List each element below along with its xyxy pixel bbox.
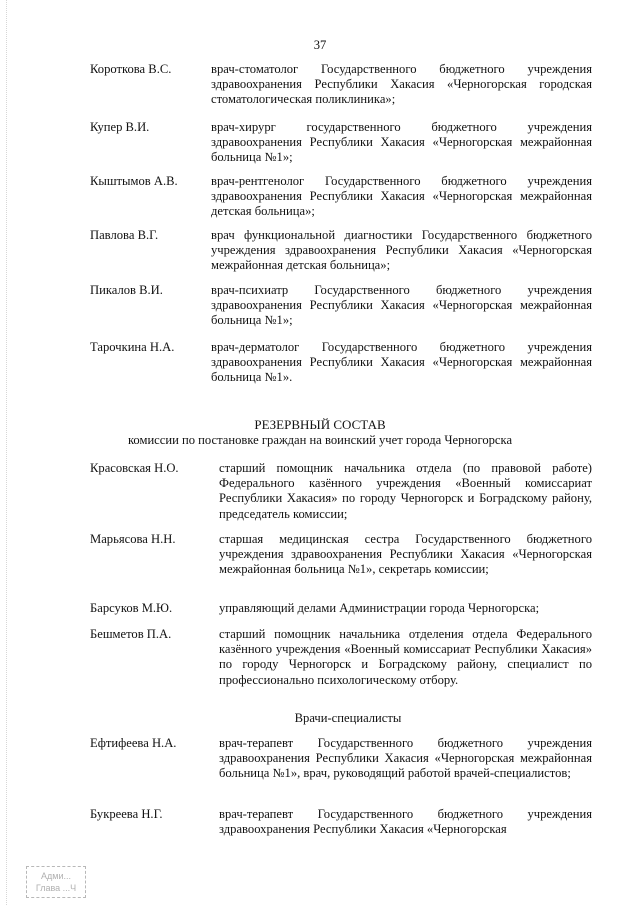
member-name: Тарочкина Н.А. [90,340,175,354]
reserve-title: РЕЗЕРВНЫЙ СОСТАВ [254,417,386,432]
member-entry [90,340,592,386]
specialist-entry [90,736,592,782]
specialist-position: врач-терапевт Государственного бюджетного учреждения здравоохранения Республики Хакасия «Черногорская [219,807,592,837]
member-entry [90,174,592,220]
member-entry [90,120,592,166]
document-stamp [26,866,86,898]
reserve-member-position: старшая медицинская сестра Государственного бюджетного учреждения здравоохранения Республики Хакасия «Черногорская межрайонная больница №1», секретарь комиссии; [219,532,592,577]
reserve-member-position: управляющий делами Администрации города Черногорска; [219,601,540,615]
member-position: врач-стоматолог Государственного бюджетного учреждения здравоохранения Республики Хакасия «Черногорская городская стоматологическая поликлиника»; [211,62,592,107]
page-number: 37 [313,38,327,52]
member-entry [90,62,592,108]
member-position: врач-психиатр Государственного бюджетного учреждения здравоохранения Республики Хакасия «Черногорская межрайонная больница №1»; [211,283,592,328]
reserve-member-position: старший помощник начальника отделения отдела Федерального казённого учреждения «Военный комиссариат Республики Хакасия» по городу Черногорск и Боградскому району, специалист по профессионально психологическому отбору. [219,627,592,687]
stamp-line: Глава ...Ч [35,883,77,893]
member-position: врач-рентгенолог Государственного бюджетного учреждения здравоохранения Республики Хакасия «Черногорская межрайонная детская больница»; [211,174,592,219]
reserve-member-entry [90,532,592,578]
reserve-member-entry [90,461,592,522]
specialist-name: Ефтифеева Н.А. [90,736,177,750]
member-name: Купер В.И. [90,120,150,134]
reserve-member-entry [90,601,592,616]
specialist-entry [90,807,592,837]
reserve-member-name: Барсуков М.Ю. [90,601,173,615]
stamp-line: Адми... [41,871,71,881]
member-entry [90,283,592,329]
specialist-position: врач-терапевт Государственного бюджетного учреждения здравоохранения Республики Хакасия «Черногорская межрайонная больница №1», врач, руководящий работой врачей-специалистов; [219,736,592,781]
reserve-member-name: Бешметов П.А. [90,627,172,641]
specialists-heading: Врачи-специалисты [294,711,402,725]
member-entry [90,228,592,274]
member-position: врач функциональной диагностики Государственного бюджетного учреждения здравоохранения Республики Хакасия «Черногорская межрайонная детская больница»; [211,228,592,273]
member-position: врач-дерматолог Государственного бюджетного учреждения здравоохранения Республики Хакасия «Черногорская межрайонная больница №1». [211,340,592,385]
reserve-member-name: Красовская Н.О. [90,461,179,475]
member-name: Пикалов В.И. [90,283,163,297]
specialist-name: Букреева Н.Г. [90,807,163,821]
reserve-subtitle: комиссии по постановке граждан на воинский учет города Черногорска [127,433,513,447]
scan-margin-line [6,0,7,905]
reserve-member-position: старший помощник начальника отдела (по правовой работе) Федерального казённого учреждения «Военный комиссариат Республики Хакасия» по городу Черногорск и Боградскому району, председатель комиссии; [219,461,592,521]
member-name: Кыштымов А.В. [90,174,178,188]
reserve-member-entry [90,627,592,688]
member-name: Короткова В.С. [90,62,172,76]
member-name: Павлова В.Г. [90,228,159,242]
member-position: врач-хирург государственного бюджетного учреждения здравоохранения Республики Хакасия «Черногорская межрайонная больница №1»; [211,120,592,165]
reserve-member-name: Марьясова Н.Н. [90,532,176,546]
